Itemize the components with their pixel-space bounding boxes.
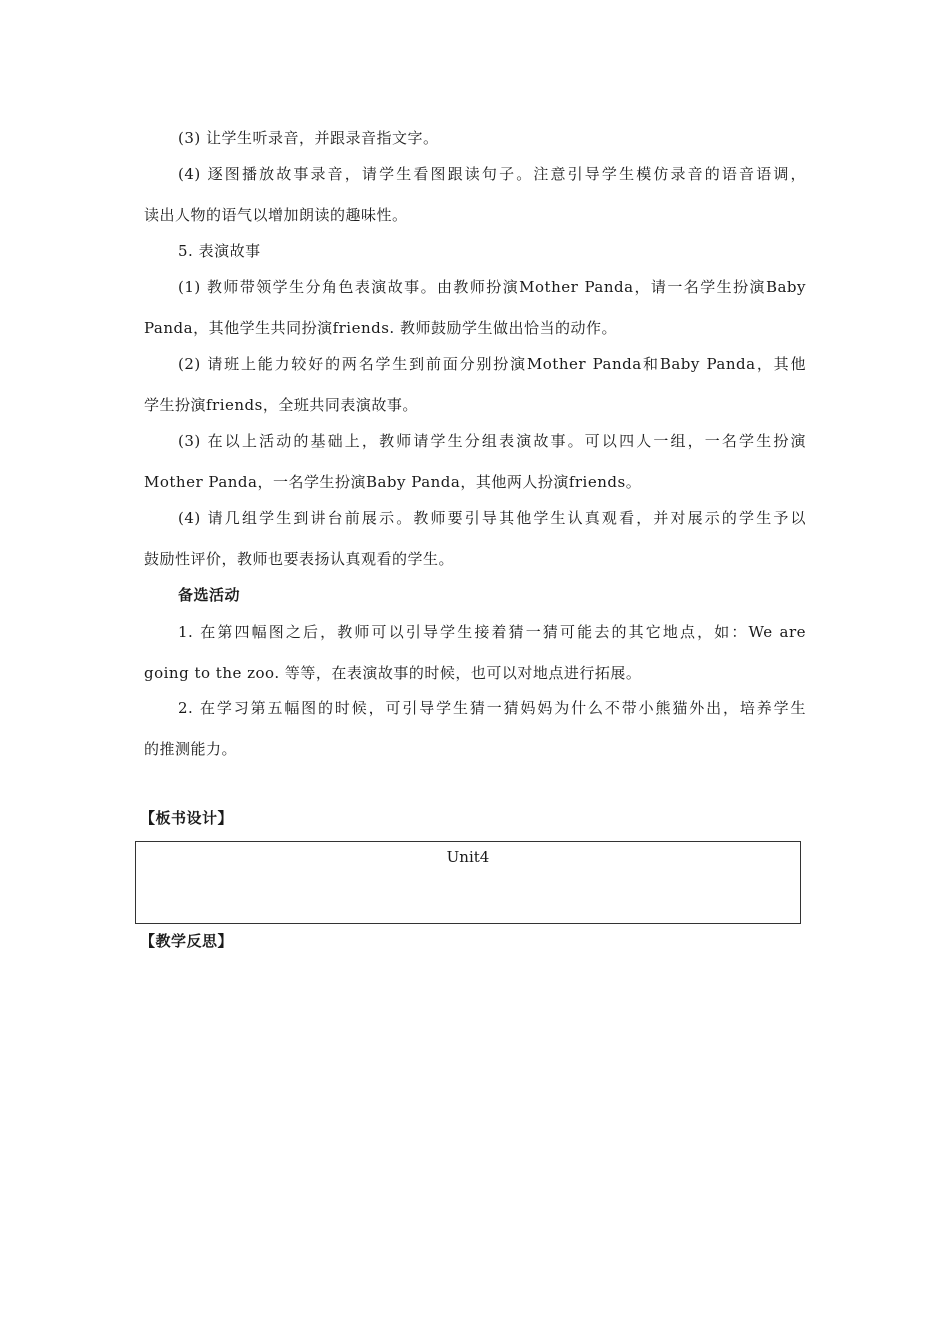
board-design-title: Unit4: [446, 848, 490, 866]
paragraph-two-students-line1: (2) 请班上能力较好的两名学生到前面分别扮演Mother Panda和Baby Panda，其他: [178, 355, 806, 373]
paragraph-role-play-line1: (1) 教师带领学生分角色表演故事。由教师扮演Mother Panda，请一名学生扮演Baby: [178, 278, 806, 296]
paragraph-play-story-line2: 读出人物的语气以增加朗读的趣味性。: [144, 206, 408, 224]
paragraph-guess-reason-line1: 2. 在学习第五幅图的时候，可引导学生猜一猜妈妈为什么不带小熊猫外出，培养学生: [178, 699, 806, 717]
teaching-reflection-heading: 【教学反思】: [140, 932, 234, 950]
paragraph-guess-places-line2: going to the zoo. 等等，在表演故事的时候，也可以对地点进行拓展。: [144, 664, 642, 682]
board-design-heading: 【板书设计】: [140, 809, 234, 827]
paragraph-present-line1: (4) 请几组学生到讲台前展示。教师要引导其他学生认真观看，并对展示的学生予以: [178, 509, 806, 527]
paragraph-role-play-line2: Panda，其他学生共同扮演friends. 教师鼓励学生做出恰当的动作。: [144, 319, 617, 337]
paragraph-two-students-line2: 学生扮演friends，全班共同表演故事。: [144, 396, 418, 414]
paragraph-present-line2: 鼓励性评价，教师也要表扬认真观看的学生。: [144, 550, 455, 568]
board-design-box: [135, 841, 801, 924]
paragraph-guess-places-line1: 1. 在第四幅图之后，教师可以引导学生接着猜一猜可能去的其它地点，如：We are: [178, 623, 806, 641]
optional-activities-heading: 备选活动: [178, 586, 241, 604]
paragraph-group-play-line1: (3) 在以上活动的基础上，教师请学生分组表演故事。可以四人一组，一名学生扮演: [178, 432, 806, 450]
section-heading-perform-story: 5. 表演故事: [178, 242, 261, 260]
paragraph-listen-recording: (3) 让学生听录音，并跟录音指文字。: [178, 129, 439, 147]
paragraph-play-story-line1: (4) 逐图播放故事录音，请学生看图跟读句子。注意引导学生模仿录音的语音语调，: [178, 165, 806, 183]
paragraph-group-play-line2: Mother Panda，一名学生扮演Baby Panda，其他两人扮演friends。: [144, 473, 642, 491]
paragraph-guess-reason-line2: 的推测能力。: [144, 740, 238, 758]
